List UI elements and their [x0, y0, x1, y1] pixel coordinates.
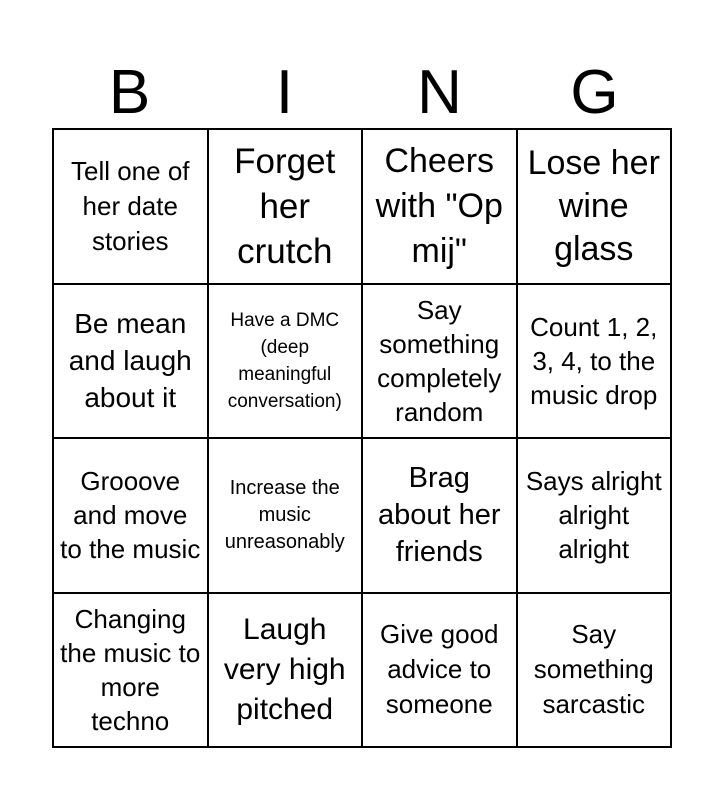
bingo-cell-r3-c3[interactable]: [363, 439, 518, 594]
bingo-cell-r2-c3[interactable]: [363, 285, 518, 440]
bingo-cell-text: Grooove and move to the music: [60, 466, 201, 565]
bingo-cell-text: Lose her wine glass: [527, 143, 660, 268]
bingo-cell-text: Count 1, 2, 3, 4, to the music drop: [530, 311, 658, 410]
bingo-cell-text: Laugh very high pitched: [223, 612, 346, 726]
bingo-cell-text: Increase the music unreasonably: [224, 476, 345, 553]
bingo-cell-text: Brag about her friends: [377, 461, 501, 568]
bingo-cell-text: Be mean and laugh about it: [68, 308, 192, 414]
bingo-cell-text: Tell one of her date stories: [70, 155, 190, 256]
bingo-cell-r3-c4[interactable]: [518, 439, 673, 594]
bingo-cell-r2-c2[interactable]: [209, 285, 364, 440]
header-letter-n: N: [417, 58, 462, 127]
bingo-cell-text: Give good advice to someone: [379, 619, 499, 720]
bingo-cell-text: Cheers with "Op mij": [375, 141, 503, 270]
bingo-cell-text: Says alright alright alright: [525, 466, 662, 565]
header-letter-b: B: [108, 58, 151, 127]
bingo-cell-r4-c1[interactable]: [54, 594, 209, 749]
bingo-cell-text: Have a DMC (deep meaningful conversation): [227, 309, 342, 412]
bingo-cell-text: Say something sarcastic: [533, 619, 654, 720]
bingo-cell-r4-c4[interactable]: [518, 594, 673, 749]
bingo-header: [52, 58, 672, 128]
bingo-cell-text: Changing the music to more techno: [60, 603, 201, 736]
header-letter-g: G: [570, 58, 619, 127]
bingo-cell-r4-c2[interactable]: [209, 594, 364, 749]
bingo-cell-r1-c1[interactable]: [54, 130, 209, 285]
header-letter-i: I: [275, 58, 294, 127]
bingo-cell-text: Say something completely random: [377, 294, 502, 427]
bingo-cell-r1-c4[interactable]: [518, 130, 673, 285]
bingo-cell-text: Forget her crutch: [234, 141, 336, 271]
bingo-cell-r3-c1[interactable]: [54, 439, 209, 594]
bingo-cell-r4-c3[interactable]: [363, 594, 518, 749]
bingo-grid: [52, 128, 672, 748]
bingo-cell-r3-c2[interactable]: [209, 439, 364, 594]
bingo-cell-r2-c4[interactable]: [518, 285, 673, 440]
bingo-cell-r1-c2[interactable]: [209, 130, 364, 285]
bingo-cell-r1-c3[interactable]: [363, 130, 518, 285]
bingo-cell-r2-c1[interactable]: [54, 285, 209, 440]
